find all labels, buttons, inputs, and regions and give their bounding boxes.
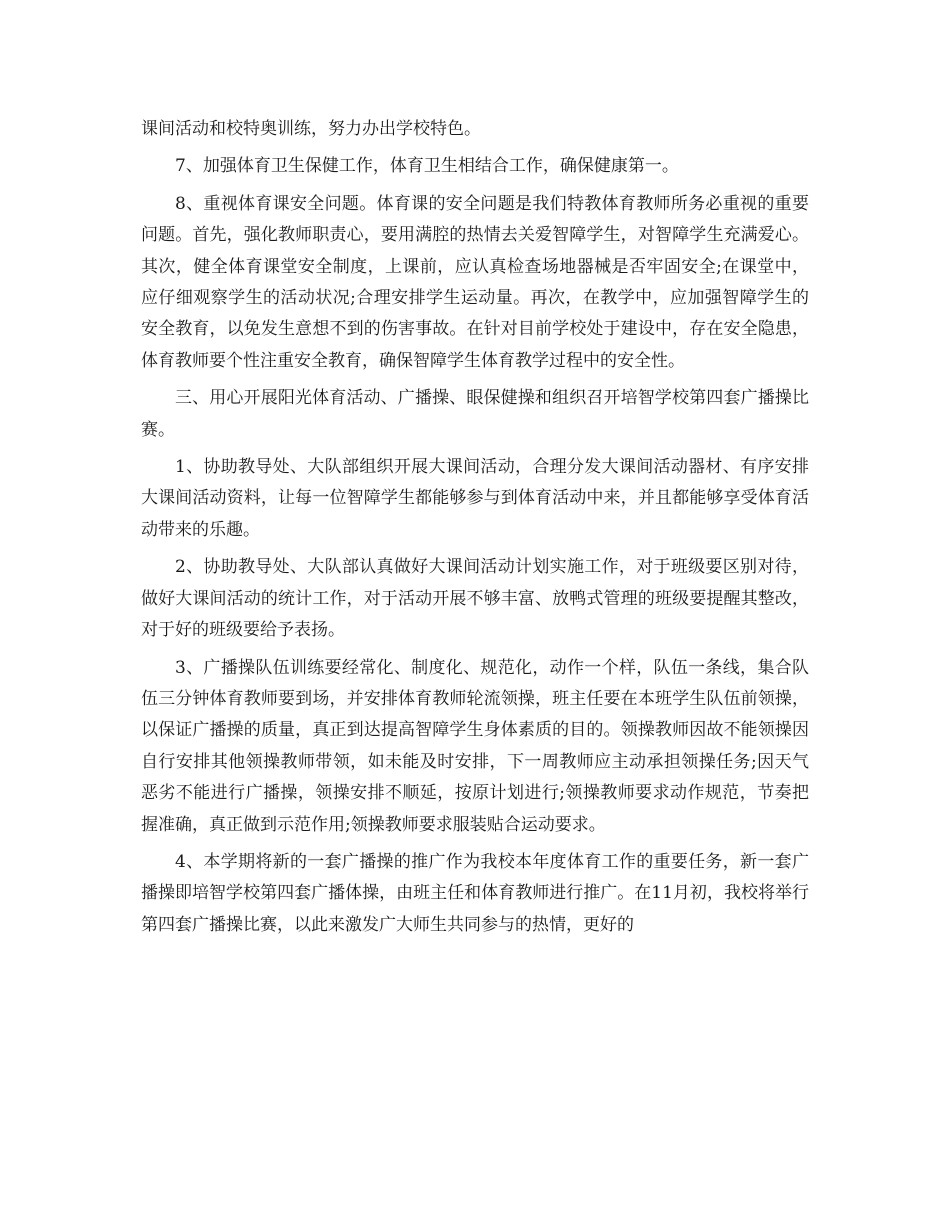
paragraph-3: 8、重视体育课安全问题。体育课的安全问题是我们特教体育教师所务必重视的重要问题。首先，强化教师职责心，要用满腔的热情去关爱智障学生，对智障学生充满爱心。其次，健全体育课堂安全制度，上课前，应认真检查场地器械是否牢固安全;在课堂中，应仔细观察学生的活动状况;合理安排学生运动量。再次，在教学中，应加强智障学生的安全教育，以免发生意想不到的伤害事故。在针对目前学校处于建设中，存在安全隐患，体育教师要个性注重安全教育，确保智障学生体育教学过程中的安全性。 — [141, 193, 809, 371]
paragraph-7: 3、广播操队伍训练要经常化、制度化、规范化，动作一个样，队伍一条线，集合队伍三分钟体育教师要到场，并安排体育教师轮流领操，班主任要在本班学生队伍前领操，以保证广播操的质量，真正到达提高智障学生身体素质的目的。领操教师因故不能领操因自行安排其他领操教师带领，如未能及时安排，下一周教师应主动承担领操任务;因天气恶劣不能进行广播操，领操安排不顺延，按原计划进行;领操教师要求动作规范，节奏把握准确，真正做到示范作用;领操教师要求服装贴合运动要求。 — [141, 657, 809, 835]
paragraph-6: 2、协助教导处、大队部认真做好大课间活动计划实施工作，对于班级要区别对待，做好大课间活动的统计工作，对于活动开展不够丰富、放鸭式管理的班级要提醒其整改，对于好的班级要给予表扬。 — [141, 557, 809, 641]
paragraph-8: 4、本学期将新的一套广播操的推广作为我校本年度体育工作的重要任务，新一套广播操即培智学校第四套广播体操，由班主任和体育教师进行推广。在11月初，我校将举行第四套广播操比赛，以此来激发广大师生共同参与的热情，更好的 — [141, 851, 809, 935]
document-body — [141, 114, 809, 947]
paragraph-1: 课间活动和校特奥训练，努力办出学校特色。 — [141, 119, 481, 139]
paragraph-2: 7、加强体育卫生保健工作，体育卫生相结合工作，确保健康第一。 — [175, 156, 679, 177]
paragraph-4: 三、用心开展阳光体育活动、广播操、眼保健操和组织召开培智学校第四套广播操比赛。 — [141, 388, 809, 440]
paragraph-5: 1、协助教导处、大队部组织开展大课间活动，合理分发大课间活动器材、有序安排大课间活动资料，让每一位智障学生都能够参与到体育活动中来，并且都能够享受体育活动带来的乐趣。 — [141, 457, 809, 540]
